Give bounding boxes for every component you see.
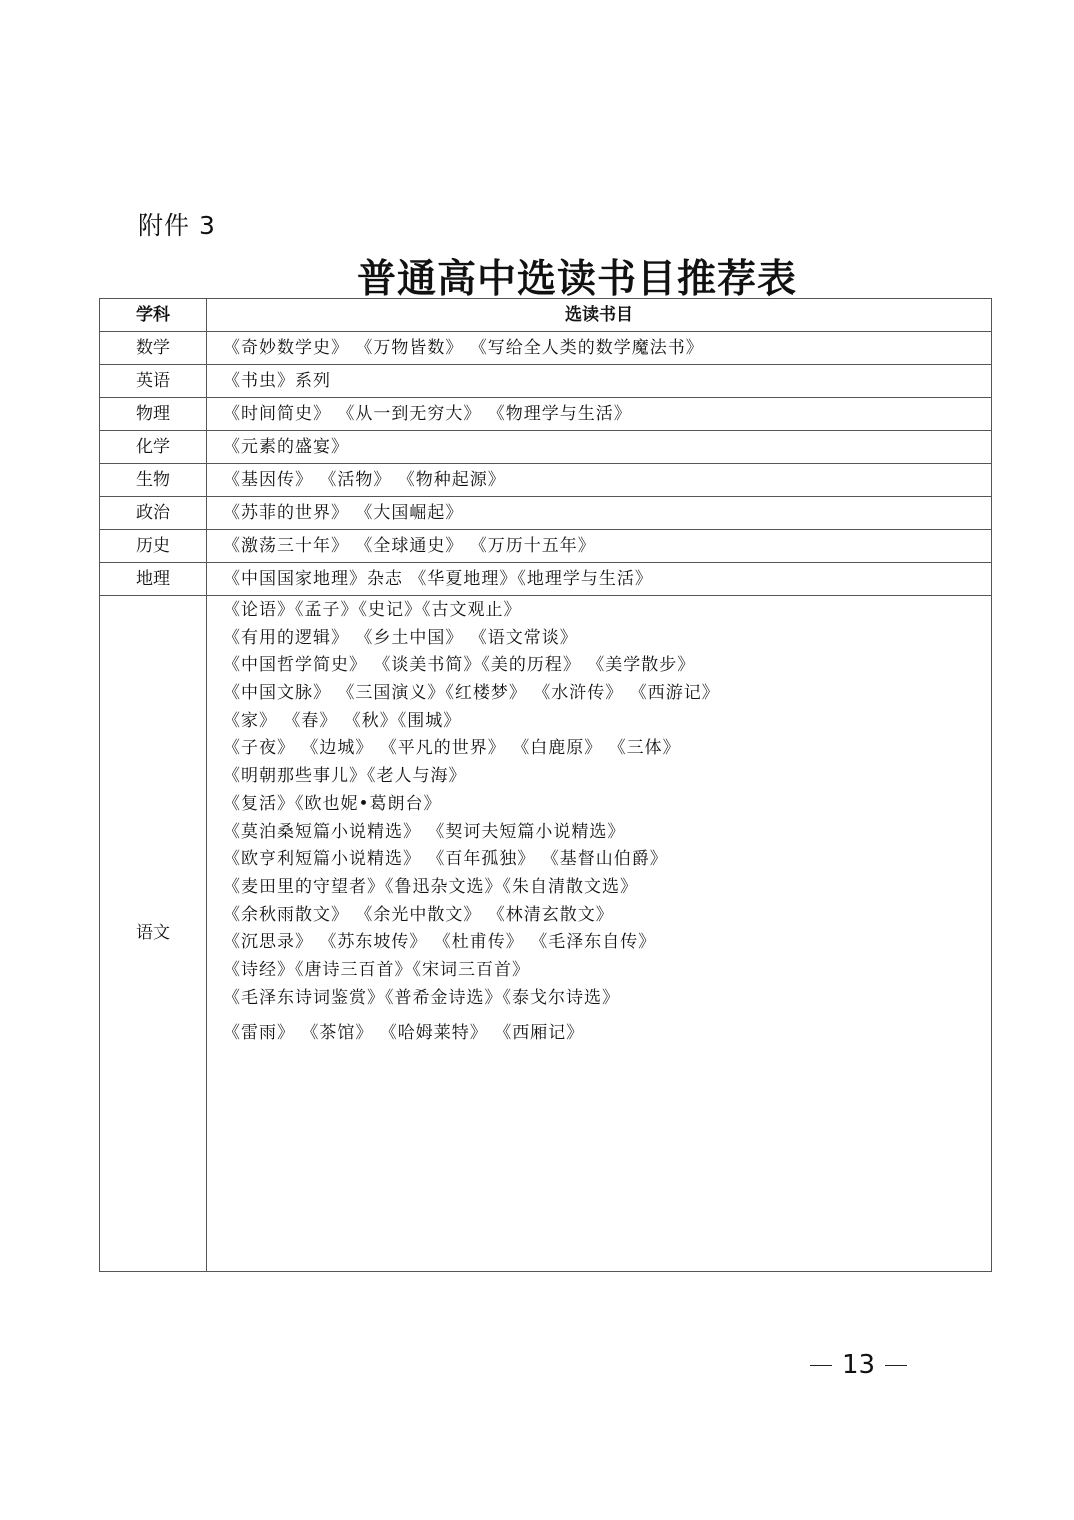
table-row	[100, 398, 992, 431]
book-line: 《欧亨利短篇小说精选》 《百年孤独》 《基督山伯爵》	[223, 849, 668, 870]
table-row	[100, 464, 992, 497]
books-cell: 《基因传》 《活物》 《物种起源》	[207, 464, 992, 497]
book-line: 《中国哲学简史》 《谈美书简》《美的历程》 《美学散步》	[223, 655, 696, 676]
book-line: 《中国文脉》 《三国演义》《红楼梦》 《水浒传》 《西游记》	[223, 683, 720, 704]
books-cell: 《书虫》系列	[207, 365, 992, 398]
attachment-label: 附件 3	[138, 211, 216, 240]
subject-cell: 政治	[100, 497, 207, 530]
dash-right	[885, 1365, 907, 1366]
book-line: 《复活》《欧也妮•葛朗台》	[223, 793, 442, 814]
table-row-yuwen	[100, 596, 992, 1272]
book-line: 《毛泽东诗词鉴赏》《普希金诗选》《泰戈尔诗选》	[223, 987, 620, 1008]
books-cell: 《中国国家地理》杂志 《华夏地理》《地理学与生活》	[207, 563, 992, 596]
books-cell-yuwen	[207, 596, 992, 1272]
table-row	[100, 431, 992, 464]
header-books: 选读书目	[207, 299, 992, 332]
table-row	[100, 332, 992, 365]
books-cell: 《元素的盛宴》	[207, 431, 992, 464]
book-line: 《子夜》 《边城》 《平凡的世界》 《白鹿原》 《三体》	[223, 738, 681, 759]
subject-cell: 历史	[100, 530, 207, 563]
dash-left	[810, 1365, 832, 1366]
page-number: 13	[842, 1350, 876, 1380]
book-recommendation-table	[99, 298, 992, 1272]
book-line: 《莫泊桑短篇小说精选》 《契诃夫短篇小说精选》	[223, 821, 626, 842]
book-line: 《余秋雨散文》 《余光中散文》 《林清玄散文》	[223, 904, 614, 925]
book-line: 《沉思录》 《苏东坡传》 《杜甫传》 《毛泽东自传》	[223, 932, 657, 953]
subject-cell: 地理	[100, 563, 207, 596]
header-subject: 学科	[100, 299, 207, 332]
books-cell: 《激荡三十年》 《全球通史》 《万历十五年》	[207, 530, 992, 563]
subject-cell: 物理	[100, 398, 207, 431]
subject-cell: 化学	[100, 431, 207, 464]
table-header-row	[100, 299, 992, 332]
book-line: 《明朝那些事儿》《老人与海》	[223, 766, 467, 787]
table-row	[100, 530, 992, 563]
subject-cell: 英语	[100, 365, 207, 398]
books-cell: 《奇妙数学史》 《万物皆数》 《写给全人类的数学魔法书》	[207, 332, 992, 365]
subject-cell: 生物	[100, 464, 207, 497]
book-line: 《家》 《春》 《秋》《围城》	[223, 710, 462, 731]
table-row	[100, 563, 992, 596]
books-cell: 《时间简史》 《从一到无穷大》 《物理学与生活》	[207, 398, 992, 431]
book-line: 《诗经》《唐诗三百首》《宋词三百首》	[223, 959, 530, 980]
books-cell: 《苏菲的世界》 《大国崛起》	[207, 497, 992, 530]
book-line: 《论语》《孟子》《史记》《古文观止》	[223, 600, 522, 620]
table-row	[100, 497, 992, 530]
document-title: 普通高中选读书目推荐表	[356, 256, 797, 302]
book-line: 《麦田里的守望者》《鲁迅杂文选》《朱自清散文选》	[223, 876, 638, 897]
table-row	[100, 365, 992, 398]
book-line: 《有用的逻辑》 《乡土中国》 《语文常谈》	[223, 627, 578, 648]
page-number-footer	[800, 1350, 917, 1380]
subject-cell: 数学	[100, 332, 207, 365]
book-line: 《雷雨》 《茶馆》 《哈姆莱特》 《西厢记》	[223, 1023, 585, 1044]
subject-cell: 语文	[100, 596, 207, 1272]
